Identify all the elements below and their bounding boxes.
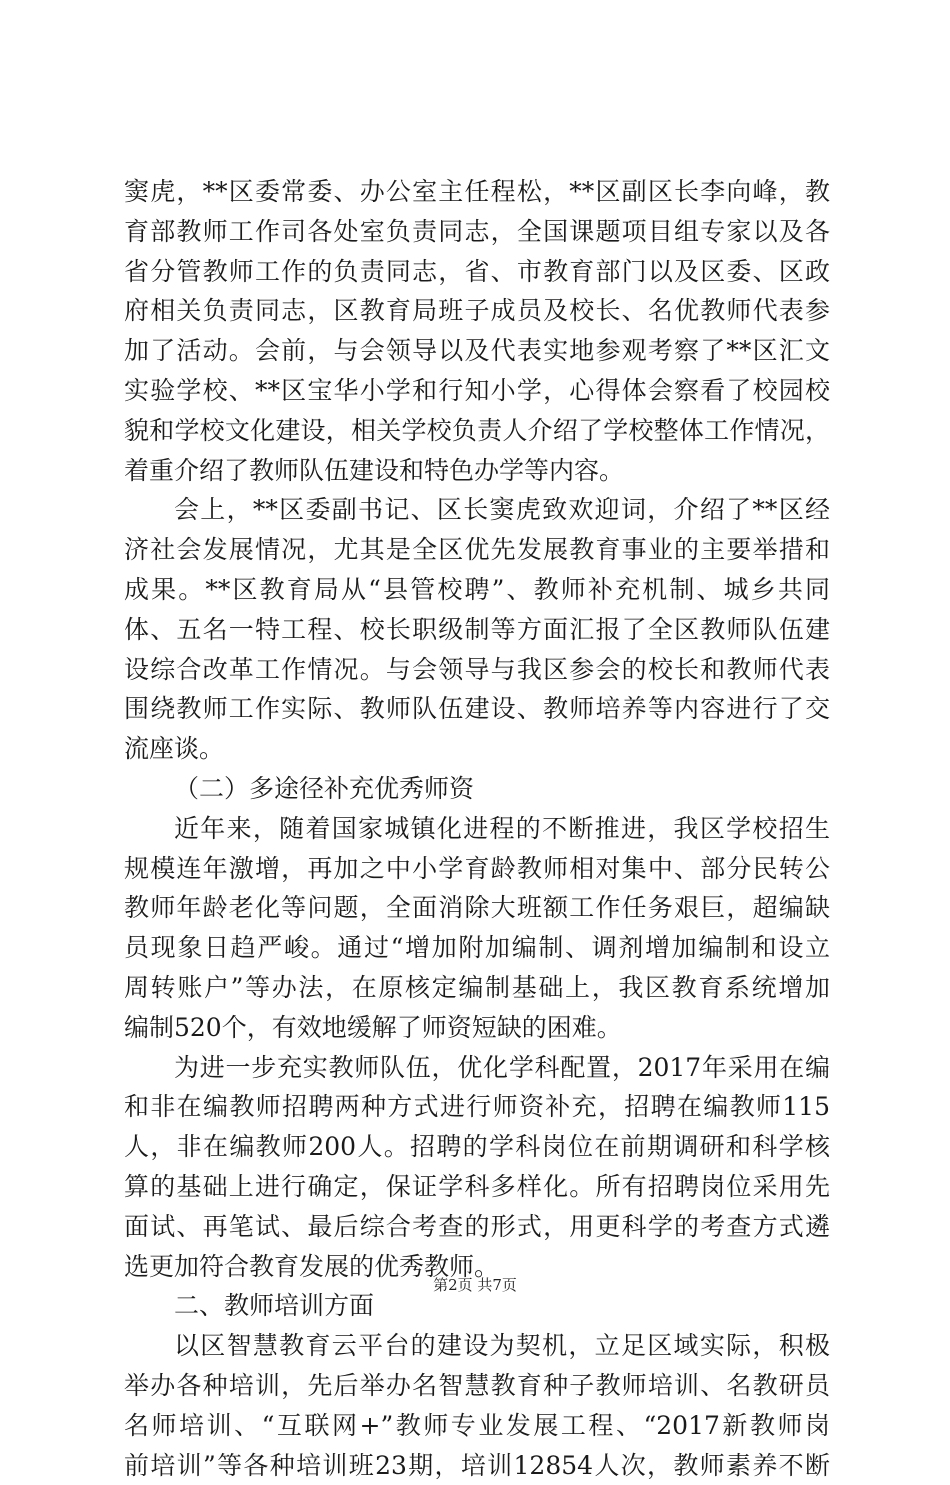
text-line: 规模连年激增，再加之中小学育龄教师相对集中、部分民转公: [124, 849, 830, 889]
text-line: 员现象日趋严峻。通过“增加附加编制、调剂增加编制和设立: [124, 928, 830, 968]
text-line: 着重介绍了教师队伍建设和特色办学等内容。: [124, 451, 830, 491]
text-line: 貌和学校文化建设，相关学校负责人介绍了学校整体工作情况，: [124, 411, 830, 451]
text-line: 加了活动。会前，与会领导以及代表实地参观考察了**区汇文: [124, 331, 830, 371]
text-line: 府相关负责同志，区教育局班子成员及校长、名优教师代表参: [124, 291, 830, 331]
text-line: 为进一步充实教师队伍，优化学科配置，2017年采用在编: [124, 1048, 830, 1088]
text-line: 和非在编教师招聘两种方式进行师资补充，招聘在编教师115: [124, 1087, 830, 1127]
text-line: 选更加符合教育发展的优秀教师。: [124, 1247, 830, 1287]
text-line: 育部教师工作司各处室负责同志，全国课题项目组专家以及各: [124, 212, 830, 252]
text-line: 人，非在编教师200人。招聘的学科岗位在前期调研和科学核: [124, 1127, 830, 1167]
text-line: 举办各种培训，先后举办名智慧教育种子教师培训、名教研员: [124, 1366, 830, 1406]
text-line: 设综合改革工作情况。与会领导与我区参会的校长和教师代表: [124, 650, 830, 690]
text-line: 省分管教师工作的负责同志，省、市教育部门以及区委、区政: [124, 252, 830, 292]
text-line: 体、五名一特工程、校长职级制等方面汇报了全区教师队伍建: [124, 610, 830, 650]
text-line: 窦虎，**区委常委、办公室主任程松，**区副区长李向峰，教: [124, 172, 830, 212]
text-line: 济社会发展情况，尤其是全区优先发展教育事业的主要举措和: [124, 530, 830, 570]
page-number-footer: 第2页 共7页: [0, 1275, 950, 1295]
text-line: 会上，**区委副书记、区长窦虎致欢迎词，介绍了**区经: [124, 490, 830, 530]
text-line: 以区智慧教育云平台的建设为契机，立足区域实际，积极: [124, 1326, 830, 1366]
section-heading: 二、教师培训方面: [124, 1286, 830, 1326]
text-line: 近年来，随着国家城镇化进程的不断推进，我区学校招生: [124, 809, 830, 849]
text-line: 教师年龄老化等问题，全面消除大班额工作任务艰巨，超编缺: [124, 888, 830, 928]
text-line: 周转账户”等办法，在原核定编制基础上，我区教育系统增加: [124, 968, 830, 1008]
text-line: 围绕教师工作实际、教师队伍建设、教师培养等内容进行了交: [124, 689, 830, 729]
section-heading: （二）多途径补充优秀师资: [124, 769, 830, 809]
text-line: 成果。**区教育局从“县管校聘”、教师补充机制、城乡共同: [124, 570, 830, 610]
text-line: 前培训”等各种培训班23期，培训12854人次，教师素养不断: [124, 1446, 830, 1485]
text-line: 编制520个，有效地缓解了师资短缺的困难。: [124, 1008, 830, 1048]
text-line: 流座谈。: [124, 729, 830, 769]
text-line: 实验学校、**区宝华小学和行知小学，心得体会察看了校园校: [124, 371, 830, 411]
text-line: 算的基础上进行确定，保证学科多样化。所有招聘岗位采用先: [124, 1167, 830, 1207]
text-line: 面试、再笔试、最后综合考查的形式，用更科学的考查方式遴: [124, 1207, 830, 1247]
text-line: 名师培训、“互联网+”教师专业发展工程、“2017新教师岗: [124, 1406, 830, 1446]
